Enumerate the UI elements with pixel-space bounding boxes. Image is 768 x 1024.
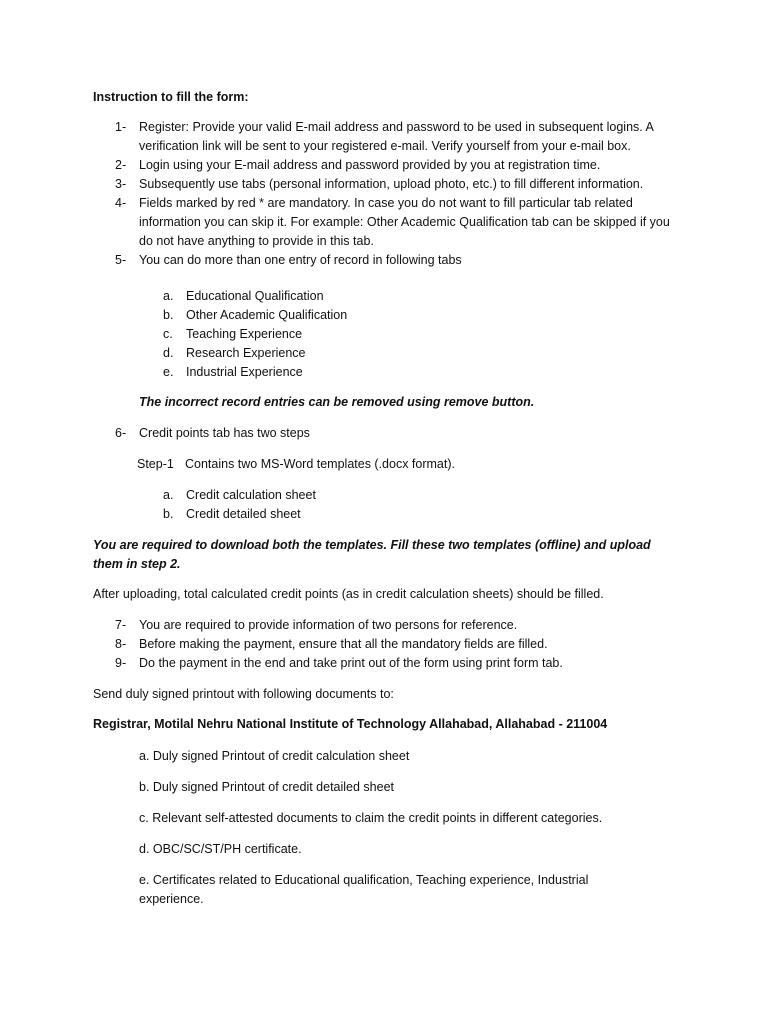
sublist-item-text: Industrial Experience <box>186 365 303 379</box>
document-item: e. Certificates related to Educational qualification, Teaching experience, Industrial experience. <box>139 873 589 906</box>
sublist-letter: b. <box>163 507 174 521</box>
tabs-sublist <box>93 287 683 382</box>
list-item-text: Subsequently use tabs (personal information, upload photo, etc.) to fill different information. <box>139 177 644 191</box>
sublist-letter: c. <box>163 327 173 341</box>
sublist-item <box>93 287 683 306</box>
list-item <box>93 616 683 635</box>
steps-list-7-9 <box>93 616 683 673</box>
step-1-line <box>93 455 727 474</box>
list-item <box>93 194 683 251</box>
step-text: Contains two MS-Word templates (.docx format). <box>185 457 455 471</box>
sublist-item <box>93 505 683 524</box>
after-upload-text: After uploading, total calculated credit points (as in credit calculation sheets) should be filled. <box>93 587 604 601</box>
list-number: 8- <box>115 637 127 651</box>
list-item-text: Fields marked by red * are mandatory. In case you do not want to fill particular tab related information you can skip it. For example: Other Academic Qualification tab can be skipped if you do not have anything to provide in this tab. <box>139 196 670 248</box>
remove-note: The incorrect record entries can be removed using remove button. <box>139 395 535 409</box>
list-item-text: Do the payment in the end and take print out of the form using print form tab. <box>139 656 563 670</box>
document-item: a. Duly signed Printout of credit calculation sheet <box>139 749 410 763</box>
document-item: c. Relevant self-attested documents to claim the credit points in different categories. <box>139 811 603 825</box>
list-number: 5- <box>115 253 127 267</box>
sublist-item-text: Other Academic Qualification <box>186 308 348 322</box>
list-item-text: You can do more than one entry of record in following tabs <box>139 253 462 267</box>
list-item <box>93 654 683 673</box>
sublist-item-text: Teaching Experience <box>186 327 303 341</box>
sublist-item-text: Credit detailed sheet <box>186 507 301 521</box>
sublist-item <box>93 344 683 363</box>
document-item: d. OBC/SC/ST/PH certificate. <box>139 842 302 856</box>
sublist-item <box>93 325 683 344</box>
list-item <box>93 635 683 654</box>
list-item-text: You are required to provide information of two persons for reference. <box>139 618 518 632</box>
step-label: Step-1 <box>137 457 174 471</box>
registrar-address: Registrar, Motilal Nehru National Institute of Technology Allahabad, Allahabad - 211004 <box>93 717 608 731</box>
send-line: Send duly signed printout with following documents to: <box>93 687 394 701</box>
steps-list-1-5 <box>93 118 683 270</box>
list-item <box>93 156 683 175</box>
sublist-letter: e. <box>163 365 174 379</box>
sublist-letter: a. <box>163 289 174 303</box>
list-number: 7- <box>115 618 127 632</box>
list-number: 4- <box>115 196 127 210</box>
list-item <box>93 251 683 270</box>
instructions-heading: Instruction to fill the form: <box>93 90 249 104</box>
sublist-item-text: Credit calculation sheet <box>186 488 316 502</box>
sublist-item <box>93 363 683 382</box>
documents-list <box>93 747 633 921</box>
sublist-item-text: Research Experience <box>186 346 306 360</box>
sublist-item <box>93 486 683 505</box>
list-item-text: Before making the payment, ensure that all the mandatory fields are filled. <box>139 637 548 651</box>
list-number: 1- <box>115 120 127 134</box>
document-item: b. Duly signed Printout of credit detailed sheet <box>139 780 395 794</box>
list-number: 2- <box>115 158 127 172</box>
templates-sublist <box>93 486 683 524</box>
list-item <box>93 424 729 443</box>
sublist-item-text: Educational Qualification <box>186 289 324 303</box>
download-note: You are required to download both the templates. Fill these two templates (offline) and upload them in step 2. <box>93 538 651 571</box>
list-number: 3- <box>115 177 127 191</box>
list-number: 6- <box>115 426 127 440</box>
list-number: 9- <box>115 656 127 670</box>
list-item-text: Register: Provide your valid E-mail address and password to be used in subsequent logins. A verification link will be sent to your registered e-mail. Verify yourself from your e-mail box. <box>139 120 654 153</box>
list-item <box>93 175 683 194</box>
list-item <box>93 118 683 156</box>
list-item-text: Credit points tab has two steps <box>139 426 310 440</box>
sublist-item <box>93 306 683 325</box>
sublist-letter: b. <box>163 308 174 322</box>
sublist-letter: d. <box>163 346 174 360</box>
sublist-letter: a. <box>163 488 174 502</box>
list-item-text: Login using your E-mail address and password provided by you at registration time. <box>139 158 601 172</box>
